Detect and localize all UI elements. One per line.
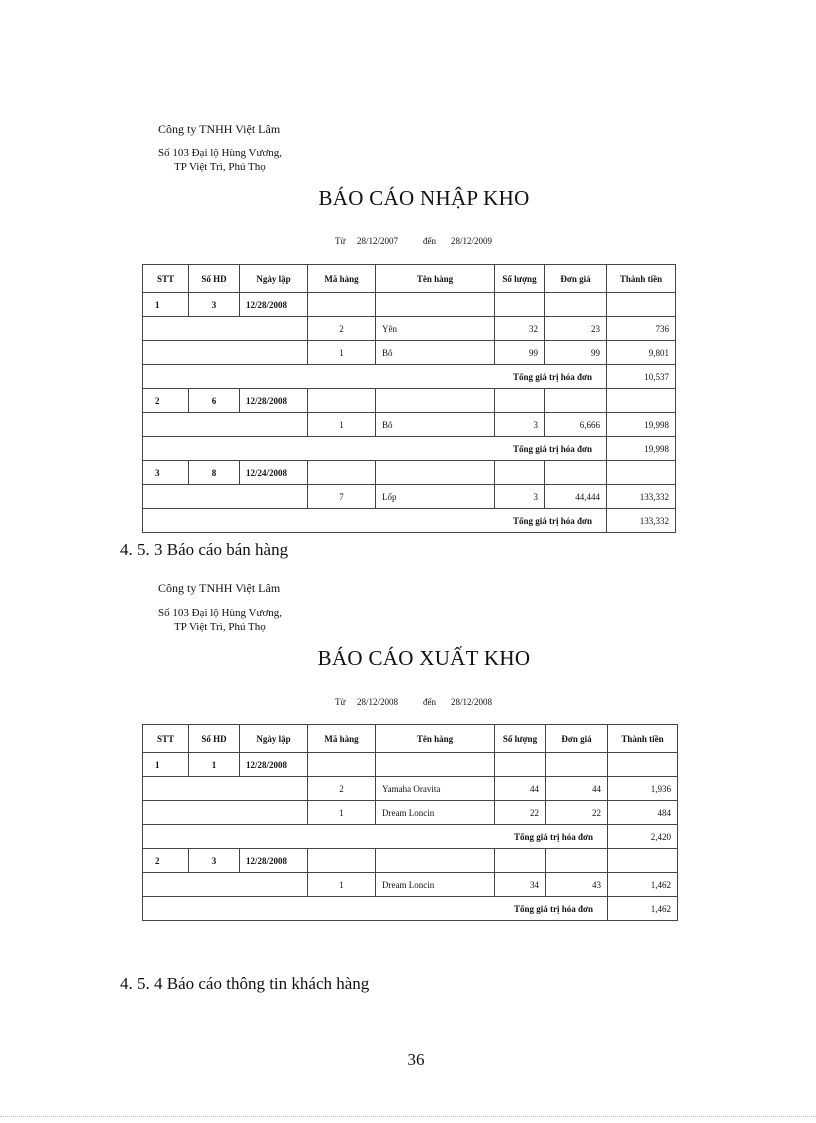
empty-cell bbox=[143, 873, 308, 897]
invoice-date: 12/24/2008 bbox=[240, 461, 308, 485]
empty-cell bbox=[376, 753, 495, 777]
report2-table bbox=[142, 724, 678, 921]
column-header: STT bbox=[143, 265, 189, 293]
invoice-total-label: Tổng giá trị hóa đơn bbox=[143, 897, 608, 921]
report1-to-label: đến bbox=[423, 236, 436, 246]
item-name: Yamaha Oravita bbox=[376, 777, 495, 801]
column-header: Thành tiền bbox=[607, 265, 676, 293]
item-row bbox=[143, 873, 678, 897]
column-header: Số lượng bbox=[495, 725, 546, 753]
report2-header-row bbox=[143, 725, 678, 753]
invoice-total-value: 133,332 bbox=[607, 509, 676, 533]
empty-cell bbox=[495, 293, 545, 317]
item-amount: 736 bbox=[607, 317, 676, 341]
invoice-total-value: 19,998 bbox=[607, 437, 676, 461]
item-code: 1 bbox=[308, 873, 376, 897]
item-row bbox=[143, 777, 678, 801]
invoice-total-label: Tổng giá trị hóa đơn bbox=[143, 437, 607, 461]
invoice-total-value: 10,537 bbox=[607, 365, 676, 389]
item-code: 1 bbox=[308, 801, 376, 825]
column-header: Ngày lập bbox=[240, 265, 308, 293]
column-header: Tên hàng bbox=[376, 265, 495, 293]
invoice-total-row bbox=[143, 509, 676, 533]
invoice-row bbox=[143, 389, 676, 413]
report1-to-date: 28/12/2009 bbox=[451, 236, 493, 246]
empty-cell bbox=[545, 461, 607, 485]
empty-cell bbox=[376, 849, 495, 873]
item-unit-price: 44 bbox=[546, 777, 608, 801]
empty-cell bbox=[608, 753, 678, 777]
section-heading-customers: 4. 5. 4 Báo cáo thông tin khách hàng bbox=[120, 974, 370, 993]
column-header: Đơn giá bbox=[545, 265, 607, 293]
invoice-stt: 1 bbox=[143, 293, 189, 317]
invoice-stt: 1 bbox=[143, 753, 189, 777]
column-header: STT bbox=[143, 725, 189, 753]
item-row bbox=[143, 485, 676, 509]
item-code: 2 bbox=[308, 777, 376, 801]
invoice-number: 3 bbox=[189, 849, 240, 873]
item-amount: 1,462 bbox=[608, 873, 678, 897]
report1-header-row bbox=[143, 265, 676, 293]
report2-to-date: 28/12/2008 bbox=[451, 697, 493, 707]
report1-address-line1: Số 103 Đại lộ Hùng Vương, bbox=[158, 147, 283, 159]
report1-from-date: 28/12/2007 bbox=[357, 236, 399, 246]
report1-period bbox=[335, 236, 492, 246]
item-amount: 1,936 bbox=[608, 777, 678, 801]
column-header: Số HD bbox=[189, 725, 240, 753]
column-header: Đơn giá bbox=[546, 725, 608, 753]
item-quantity: 22 bbox=[495, 801, 546, 825]
item-row bbox=[143, 341, 676, 365]
empty-cell bbox=[308, 461, 376, 485]
item-row bbox=[143, 801, 678, 825]
page-bottom-divider bbox=[0, 1116, 816, 1117]
empty-cell bbox=[608, 849, 678, 873]
item-amount: 484 bbox=[608, 801, 678, 825]
empty-cell bbox=[545, 389, 607, 413]
invoice-stt: 3 bbox=[143, 461, 189, 485]
invoice-stt: 2 bbox=[143, 849, 189, 873]
item-quantity: 32 bbox=[495, 317, 545, 341]
empty-cell bbox=[495, 461, 545, 485]
report1-from-label: Từ bbox=[335, 236, 346, 246]
item-unit-price: 99 bbox=[545, 341, 607, 365]
invoice-number: 6 bbox=[189, 389, 240, 413]
empty-cell bbox=[495, 753, 546, 777]
report2-from-label: Từ bbox=[335, 697, 346, 707]
page-number: 36 bbox=[407, 1050, 425, 1069]
empty-cell bbox=[545, 293, 607, 317]
invoice-number: 8 bbox=[189, 461, 240, 485]
invoice-number: 3 bbox=[189, 293, 240, 317]
empty-cell bbox=[143, 413, 308, 437]
invoice-row bbox=[143, 293, 676, 317]
report2-period bbox=[335, 697, 492, 707]
invoice-row bbox=[143, 753, 678, 777]
empty-cell bbox=[376, 461, 495, 485]
invoice-total-label: Tổng giá trị hóa đơn bbox=[143, 825, 608, 849]
item-code: 7 bbox=[308, 485, 376, 509]
section-heading-sales: 4. 5. 3 Báo cáo bán hàng bbox=[120, 540, 289, 559]
column-header: Ngày lập bbox=[240, 725, 308, 753]
report2-to-label: đến bbox=[423, 697, 436, 707]
invoice-total-row bbox=[143, 825, 678, 849]
empty-cell bbox=[308, 849, 376, 873]
empty-cell bbox=[376, 293, 495, 317]
item-unit-price: 23 bbox=[545, 317, 607, 341]
empty-cell bbox=[143, 801, 308, 825]
report1-address-line2: TP Việt Trì, Phú Thọ bbox=[174, 161, 266, 173]
invoice-date: 12/28/2008 bbox=[240, 389, 308, 413]
item-code: 1 bbox=[308, 413, 376, 437]
invoice-total-label: Tổng giá trị hóa đơn bbox=[143, 365, 607, 389]
item-name: Yên bbox=[376, 317, 495, 341]
invoice-date: 12/28/2008 bbox=[240, 753, 308, 777]
invoice-date: 12/28/2008 bbox=[240, 293, 308, 317]
invoice-number: 1 bbox=[189, 753, 240, 777]
report2-address-line1: Số 103 Đại lộ Hùng Vương, bbox=[158, 607, 283, 619]
item-quantity: 34 bbox=[495, 873, 546, 897]
item-row bbox=[143, 317, 676, 341]
invoice-total-row bbox=[143, 365, 676, 389]
empty-cell bbox=[143, 485, 308, 509]
item-unit-price: 44,444 bbox=[545, 485, 607, 509]
empty-cell bbox=[495, 389, 545, 413]
column-header: Số lượng bbox=[495, 265, 545, 293]
item-amount: 133,332 bbox=[607, 485, 676, 509]
report1-table bbox=[142, 264, 676, 533]
column-header: Tên hàng bbox=[376, 725, 495, 753]
invoice-stt: 2 bbox=[143, 389, 189, 413]
report1-title: BÁO CÁO NHẬP KHO bbox=[318, 186, 530, 210]
empty-cell bbox=[143, 777, 308, 801]
item-code: 1 bbox=[308, 341, 376, 365]
item-unit-price: 22 bbox=[546, 801, 608, 825]
empty-cell bbox=[607, 389, 676, 413]
item-quantity: 44 bbox=[495, 777, 546, 801]
item-quantity: 3 bbox=[495, 413, 545, 437]
item-name: Bô bbox=[376, 341, 495, 365]
column-header: Mã hàng bbox=[308, 725, 376, 753]
item-quantity: 3 bbox=[495, 485, 545, 509]
empty-cell bbox=[308, 753, 376, 777]
item-unit-price: 43 bbox=[546, 873, 608, 897]
invoice-total-row bbox=[143, 897, 678, 921]
item-amount: 19,998 bbox=[607, 413, 676, 437]
item-amount: 9,801 bbox=[607, 341, 676, 365]
report2-from-date: 28/12/2008 bbox=[357, 697, 399, 707]
empty-cell bbox=[308, 293, 376, 317]
item-quantity: 99 bbox=[495, 341, 545, 365]
empty-cell bbox=[607, 293, 676, 317]
empty-cell bbox=[546, 849, 608, 873]
invoice-total-value: 2,420 bbox=[608, 825, 678, 849]
empty-cell bbox=[308, 389, 376, 413]
empty-cell bbox=[143, 317, 308, 341]
invoice-row bbox=[143, 849, 678, 873]
invoice-total-value: 1,462 bbox=[608, 897, 678, 921]
empty-cell bbox=[546, 753, 608, 777]
item-code: 2 bbox=[308, 317, 376, 341]
invoice-total-label: Tổng giá trị hóa đơn bbox=[143, 509, 607, 533]
column-header: Thành tiền bbox=[608, 725, 678, 753]
column-header: Số HD bbox=[189, 265, 240, 293]
invoice-date: 12/28/2008 bbox=[240, 849, 308, 873]
empty-cell bbox=[495, 849, 546, 873]
item-name: Bô bbox=[376, 413, 495, 437]
invoice-row bbox=[143, 461, 676, 485]
invoice-total-row bbox=[143, 437, 676, 461]
empty-cell bbox=[143, 341, 308, 365]
item-row bbox=[143, 413, 676, 437]
item-name: Dream Loncin bbox=[376, 873, 495, 897]
empty-cell bbox=[607, 461, 676, 485]
column-header: Mã hàng bbox=[308, 265, 376, 293]
empty-cell bbox=[376, 389, 495, 413]
item-name: Lốp bbox=[376, 485, 495, 509]
item-name: Dream Loncin bbox=[376, 801, 495, 825]
report1-company-name: Công ty TNHH Việt Lâm bbox=[158, 122, 281, 136]
report2-address-line2: TP Việt Trì, Phú Thọ bbox=[174, 621, 266, 633]
item-unit-price: 6,666 bbox=[545, 413, 607, 437]
report2-title: BÁO CÁO XUẤT KHO bbox=[317, 646, 531, 670]
report2-company-name: Công ty TNHH Việt Lâm bbox=[158, 581, 281, 595]
